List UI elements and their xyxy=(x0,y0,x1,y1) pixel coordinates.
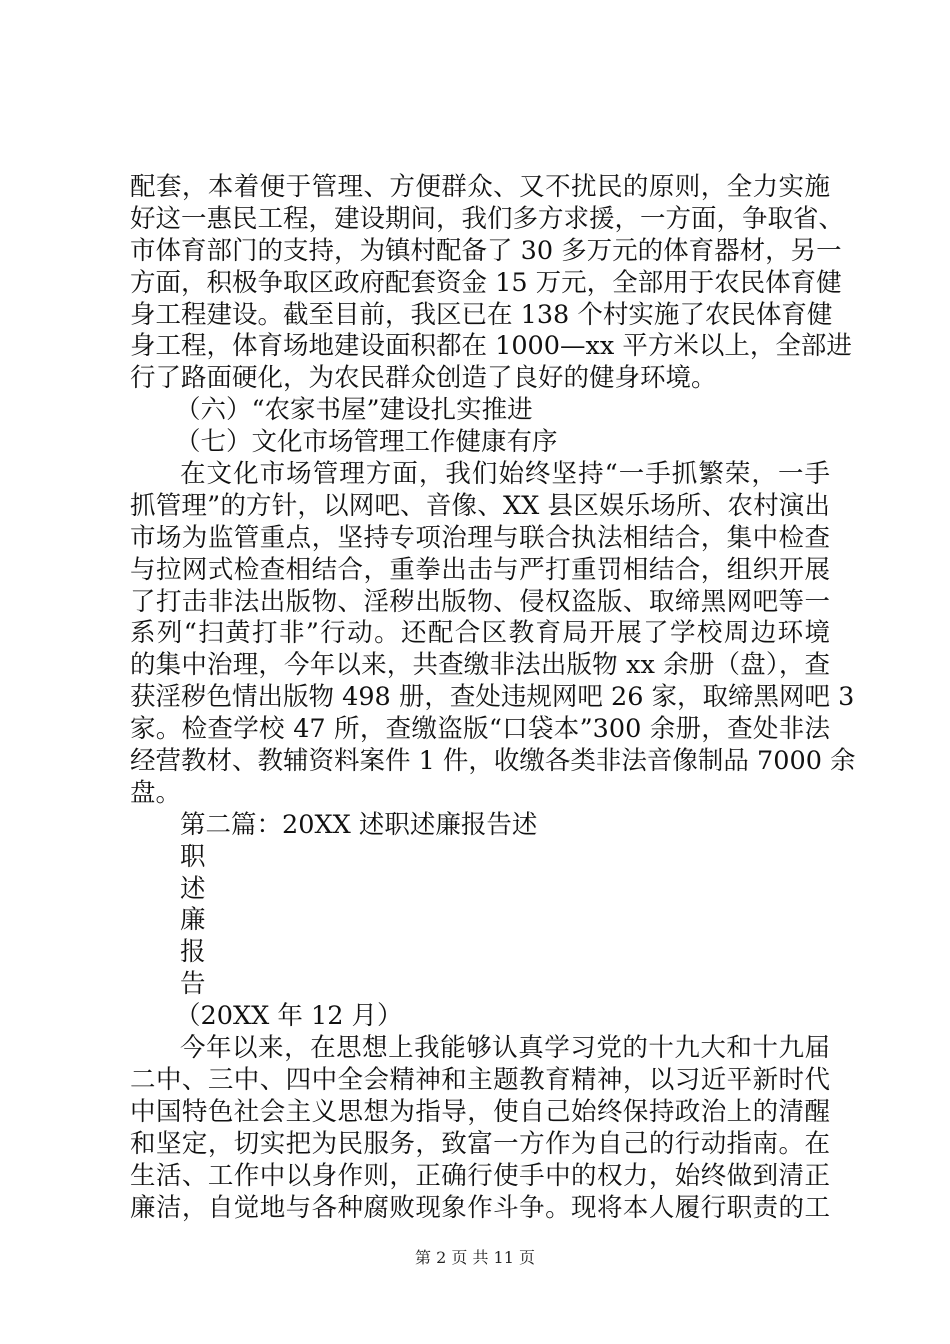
paragraph-line: 了打击非法出版物、淫秽出版物、侵权盗版、取缔黑网吧等一 xyxy=(130,586,830,617)
paragraph-line: 的集中治理，今年以来，共查缴非法出版物 xx 余册（盘），查 xyxy=(130,650,830,681)
paragraph-line: 与拉网式检查相结合，重拳出击与严打重罚相结合，组织开展 xyxy=(130,554,830,585)
title-char: 廉 xyxy=(180,905,206,936)
title-char: 职 xyxy=(180,841,206,872)
paragraph-line: 获淫秽色情出版物 498 册，查处违规网吧 26 家，取缔黑网吧 3 xyxy=(130,682,855,713)
title-char: 报 xyxy=(180,937,206,968)
document-body xyxy=(130,172,856,1224)
paragraph-line: 系列“扫黄打非”行动。还配合区教育局开展了学校周边环境 xyxy=(130,618,830,649)
title-char: 告 xyxy=(180,969,206,1000)
paragraph-line: 方面，积极争取区政府配套资金 15 万元，全部用于农民体育健 xyxy=(130,267,842,298)
paragraph-line: 生活、工作中以身作则，正确行使手中的权力，始终做到清正 xyxy=(130,1160,830,1191)
paragraph-line: 身工程，体育场地建设面积都在 1000—xx 平方米以上，全部进 xyxy=(130,331,852,362)
paragraph-line: 和坚定，切实把为民服务，致富一方作为自己的行动指南。在 xyxy=(130,1128,830,1159)
chapter-title: 第二篇：20XX 述职述廉报告述 xyxy=(180,809,538,840)
paragraph-line: 配套，本着便于管理、方便群众、又不扰民的原则，全力实施 xyxy=(130,172,830,202)
paragraph-line: 经营教材、教辅资料案件 1 件，收缴各类非法音像制品 7000 余 xyxy=(130,746,856,777)
paragraph-line: 身工程建设。截至目前，我区已在 138 个村实施了农民体育健 xyxy=(130,299,833,330)
section-heading: （七）文化市场管理工作健康有序 xyxy=(175,427,558,458)
section-heading: （六）“农家书屋”建设扎实推进 xyxy=(175,395,533,426)
paragraph-line: 抓管理”的方针，以网吧、音像、XX 县区娱乐场所、农村演出 xyxy=(130,490,830,521)
paragraph-line: 今年以来，在思想上我能够认真学习党的十九大和十九届 xyxy=(180,1033,830,1064)
paragraph-line: 市场为监管重点，坚持专项治理与联合执法相结合，集中检查 xyxy=(130,522,830,553)
paragraph-line: 二中、三中、四中全会精神和主题教育精神，以习近平新时代 xyxy=(130,1064,830,1095)
paragraph-line: 家。检查学校 47 所，查缴盗版“口袋本”300 余册，查处非法 xyxy=(130,714,830,745)
paragraph-line: 行了路面硬化，为农民群众创造了良好的健身环境。 xyxy=(130,363,717,394)
title-char: 述 xyxy=(180,873,206,904)
paragraph-line: 市体育部门的支持，为镇村配备了 30 多万元的体育器材，另一 xyxy=(130,235,842,266)
paragraph-line: 好这一惠民工程，建设期间，我们多方求援，一方面，争取省、 xyxy=(130,203,845,234)
date-line: （20XX 年 12 月） xyxy=(175,1001,403,1032)
paragraph-line: 在文化市场管理方面，我们始终坚持“一手抓繁荣，一手 xyxy=(180,459,830,490)
paragraph-line: 廉洁，自觉地与各种腐败现象作斗争。现将本人履行职责的工 xyxy=(130,1192,830,1223)
page-footer: 第 2 页 共 11 页 xyxy=(415,1248,535,1267)
paragraph-line: 盘。 xyxy=(130,777,182,808)
paragraph-line: 中国特色社会主义思想为指导，使自己始终保持政治上的清醒 xyxy=(130,1096,830,1127)
